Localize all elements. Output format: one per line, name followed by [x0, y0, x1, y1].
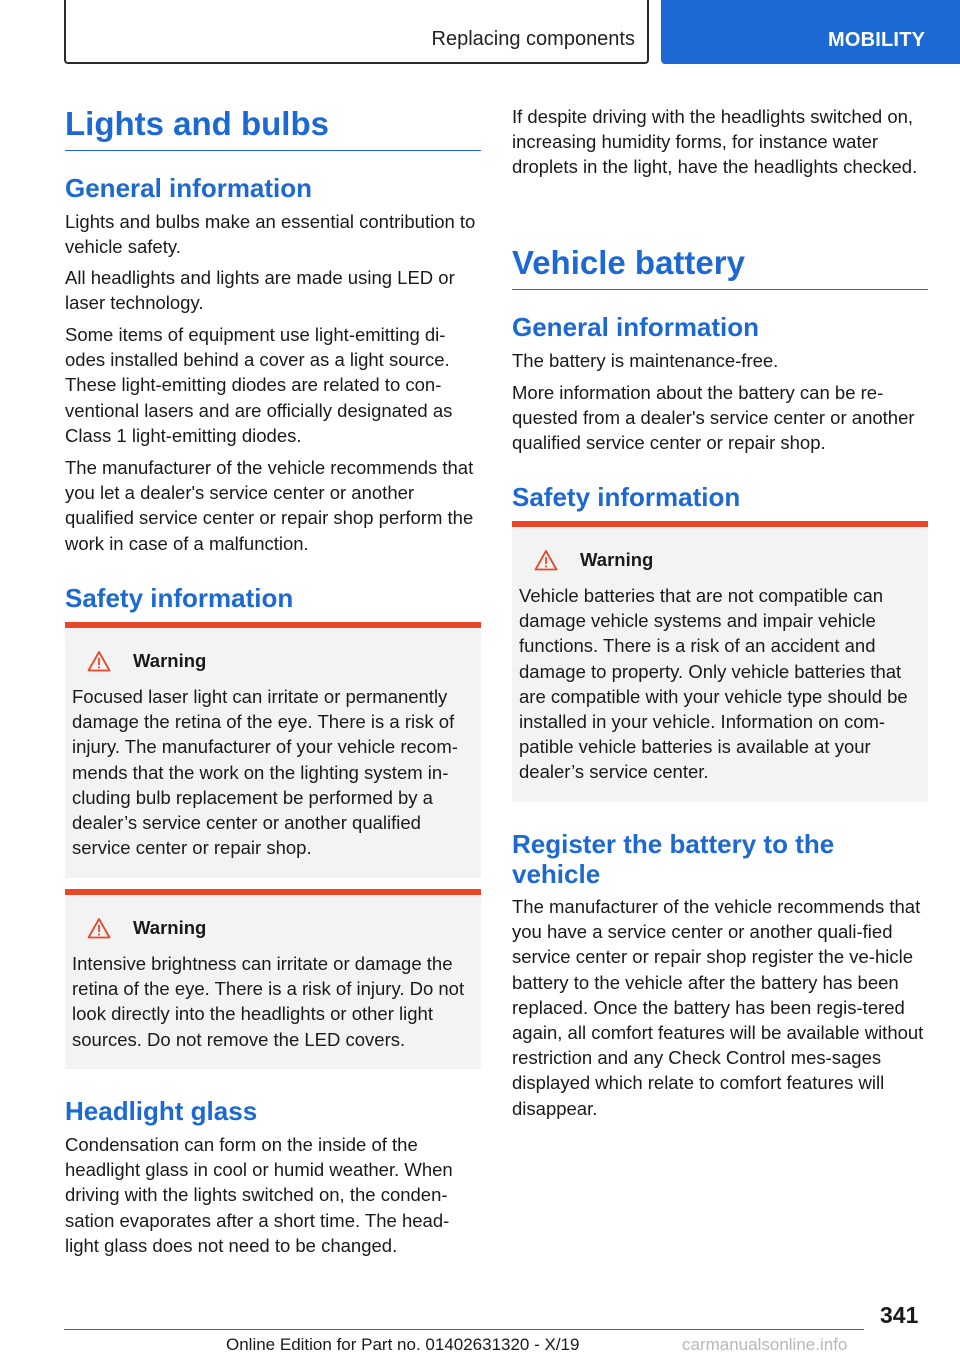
heading-general-information: General information [512, 312, 760, 342]
paragraph: The manufacturer of the vehicle recommends that you have a service center or another quali-fied service center or repair shop register the ve-hicle battery to the vehicle after the battery has been replaced. Once the battery has been regis-tered again, all comfort features will be available without restriction and any Check Control mes-sages displayed which relate to comfort features will disappear. [512, 896, 924, 1119]
footer-watermark[interactable]: carmanualsonline.info [682, 1335, 848, 1354]
paragraph: If despite driving with the headlights switched on, increasing humidity forms, for instance water droplets in the light, have the headlights checked. [512, 106, 918, 178]
warning-title: Warning [580, 549, 654, 570]
warning-text: Vehicle batteries that are not compatible can damage vehicle systems and impair vehicle functions. There is a risk of an accident and damage to property. Only vehicle batteries that are compatible with your vehicle type should be installed in your vehicle. Information on com-patible vehicle batteries is available at your dealer’s service center. [519, 585, 908, 783]
warning-box [512, 521, 928, 802]
page-number: 341 [880, 1302, 919, 1328]
header-chapter-title: MOBILITY [828, 29, 926, 51]
section-title-lights: Lights and bulbs [65, 104, 481, 151]
paragraph: The battery is maintenance-free. [512, 350, 779, 371]
warning-triangle-icon [87, 917, 111, 939]
header-section-tab [64, 0, 649, 64]
warning-header [534, 549, 653, 571]
heading-register-battery: Register the battery to the vehicle [512, 829, 835, 889]
warning-triangle-icon [87, 650, 111, 672]
paragraph: All headlights and lights are made using LED or laser technology. [65, 267, 455, 314]
paragraph: Condensation can form on the inside of the headlight glass in cool or humid weather. When driving with the lights switched on, the conden-sation evaporates after a short time. The head-light glass does not need to be changed. [65, 1134, 453, 1256]
header-section-title: Replacing components [431, 28, 635, 50]
footer-divider [64, 1329, 864, 1330]
warning-text: Focused laser light can irritate or permanently damage the retina of the eye. There is a risk of injury. The manufacturer of your vehicle recom-mends that the work on the lighting system in-cluding bulb replacement be performed by a dealer’s service center or another qualified service center or repair shop. [72, 686, 458, 859]
paragraph: Some items of equipment use light-emitting di-odes installed behind a cover as a light source. These light-emitting diodes are related to con-ventional lasers and are officially designated as Class 1 light-emitting diodes. [65, 324, 453, 446]
heading-headlight-glass: Headlight glass [65, 1096, 258, 1126]
heading-safety-information: Safety information [65, 583, 294, 613]
paragraph: Lights and bulbs make an essential contribution to vehicle safety. [65, 211, 476, 258]
warning-box [65, 889, 481, 1069]
warning-triangle-icon [534, 549, 558, 571]
warning-box [65, 622, 481, 878]
warning-title: Warning [133, 650, 207, 671]
header-chapter-tab [661, 0, 960, 64]
warning-title: Warning [133, 917, 207, 938]
paragraph: The manufacturer of the vehicle recommends that you let a dealer's service center or another qualified service center or repair shop perform the work in case of a malfunction. [65, 457, 474, 554]
warning-header [87, 917, 206, 939]
warning-text: Intensive brightness can irritate or damage the retina of the eye. There is a risk of injury. Do not look directly into the headlights or other light sources. Do not remove the LED covers. [72, 953, 465, 1050]
heading-general-information: General information [65, 173, 313, 203]
section-title-battery: Vehicle battery [512, 243, 928, 290]
footer-edition: Online Edition for Part no. 01402631320 - X/19 [226, 1335, 580, 1354]
warning-header [87, 650, 206, 672]
paragraph: More information about the battery can be re-quested from a dealer's service center or another qualified service center or repair shop. [512, 382, 915, 454]
heading-safety-information: Safety information [512, 482, 741, 512]
